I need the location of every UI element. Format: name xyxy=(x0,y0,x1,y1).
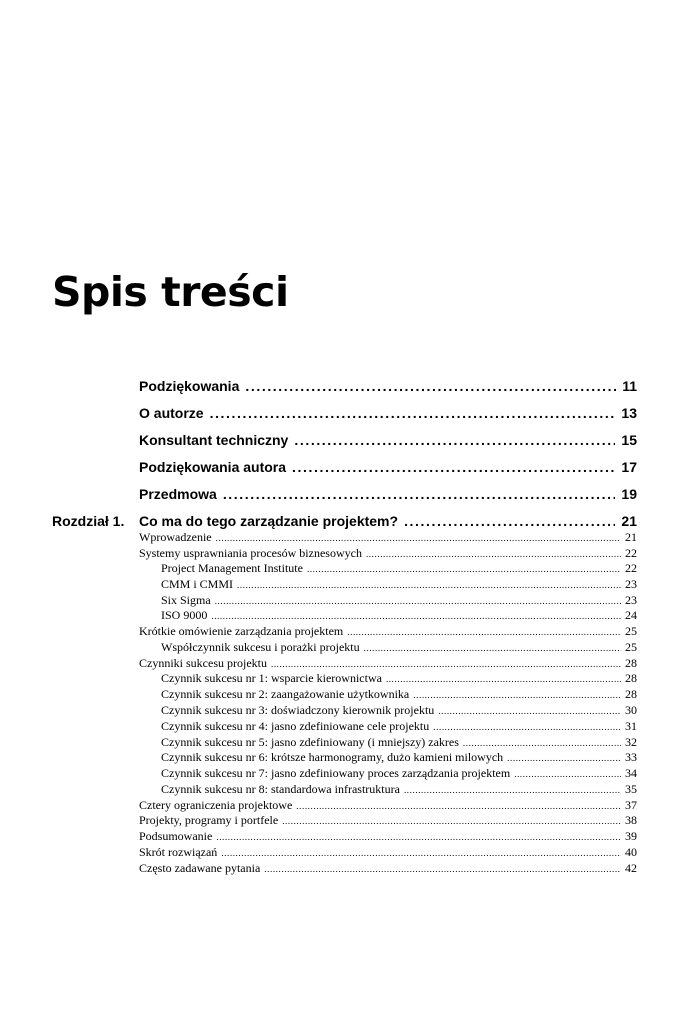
toc-subentry-label: Współczynnik sukcesu i porażki projektu xyxy=(161,640,360,654)
toc-entry-about-author[interactable] xyxy=(139,405,637,425)
dot-leader xyxy=(223,486,616,502)
toc-subentry[interactable] xyxy=(139,530,637,545)
dot-leader xyxy=(366,549,621,559)
toc-subentry[interactable] xyxy=(161,640,637,655)
toc-page-number: 11 xyxy=(622,378,637,394)
dot-leader xyxy=(404,785,621,795)
toc-page-number: 25 xyxy=(625,640,637,654)
dot-leader xyxy=(282,816,621,826)
toc-subentry-label: Wprowadzenie xyxy=(139,530,212,544)
toc-subentry-label: Cztery ograniczenia projektowe xyxy=(139,798,293,812)
toc-entry-label: Podziękowania autora xyxy=(139,459,287,475)
toc-entry-label: Podziękowania xyxy=(139,378,240,394)
dot-leader xyxy=(210,405,616,421)
toc-page-number: 35 xyxy=(625,782,637,796)
toc-page-number: 24 xyxy=(625,608,637,622)
toc-page-number: 25 xyxy=(625,624,637,638)
toc-subentry-label: Czynnik sukcesu nr 4: jasno zdefiniowane cele projektu xyxy=(161,719,430,733)
dot-leader xyxy=(364,643,621,653)
page-title: Spis treści xyxy=(52,268,289,316)
chapter-number: Rozdział 1. xyxy=(52,513,125,529)
dot-leader xyxy=(215,596,621,606)
toc-subentry[interactable] xyxy=(139,829,637,844)
toc-subentry-label: Systemy usprawniania procesów biznesowych xyxy=(139,546,362,560)
toc-subentry-label: CMM i CMMI xyxy=(161,577,234,591)
dot-leader xyxy=(292,459,615,475)
toc-subentry-label: Czynnik sukcesu nr 7: jasno zdefiniowany proces zarządzania projektem xyxy=(161,766,511,780)
toc-subentry-label: Czynnik sukcesu nr 3: doświadczony kierownik projektu xyxy=(161,703,435,717)
toc-page-number: 38 xyxy=(625,813,637,827)
toc-subentry[interactable] xyxy=(139,798,637,813)
dot-leader xyxy=(245,378,616,394)
toc-subentry-label: Czynnik sukcesu nr 5: jasno zdefiniowany (i mniejszy) zakres xyxy=(161,735,459,749)
dot-leader xyxy=(514,769,621,779)
toc-subentry[interactable] xyxy=(161,561,637,576)
dot-leader xyxy=(216,832,621,842)
dot-leader xyxy=(216,533,621,543)
toc-subentry[interactable] xyxy=(161,750,637,765)
toc-page-number: 31 xyxy=(625,719,637,733)
toc-entry-author-acknowledgements[interactable] xyxy=(139,459,637,479)
toc-page-number: 32 xyxy=(625,735,637,749)
toc-entry-label: Przedmowa xyxy=(139,486,217,502)
toc-page-number: 28 xyxy=(625,671,637,685)
toc-subentry[interactable] xyxy=(161,719,637,734)
toc-subentry[interactable] xyxy=(139,861,637,876)
toc-page-number: 21 xyxy=(625,530,637,544)
toc-subentry[interactable] xyxy=(139,656,637,671)
dot-leader xyxy=(347,627,621,637)
toc-page-number: 23 xyxy=(625,593,637,607)
dot-leader xyxy=(433,722,621,732)
toc-page-number: 40 xyxy=(625,845,637,859)
dot-leader xyxy=(507,753,621,763)
toc-page-number: 34 xyxy=(625,766,637,780)
toc-subentry[interactable] xyxy=(139,546,637,561)
toc-subentry[interactable] xyxy=(161,766,637,781)
toc-page-number: 17 xyxy=(621,459,637,475)
toc-subentry[interactable] xyxy=(161,593,637,608)
toc-subentry-label: Project Management Institute xyxy=(161,561,303,575)
toc-subentry[interactable] xyxy=(161,687,637,702)
dot-leader xyxy=(386,674,621,684)
toc-page-number: 30 xyxy=(625,703,637,717)
toc-subentry[interactable] xyxy=(139,845,637,860)
toc-subentry[interactable] xyxy=(139,813,637,828)
toc-page-number: 13 xyxy=(621,405,637,421)
dot-leader xyxy=(296,801,621,811)
toc-page-number: 22 xyxy=(625,546,637,560)
dot-leader xyxy=(221,848,621,858)
toc-page-number: 42 xyxy=(625,861,637,875)
toc-subentry-label: Krótkie omówienie zarządzania projektem xyxy=(139,624,344,638)
toc-subentry-label: Skrót rozwiązań xyxy=(139,845,218,859)
dot-leader xyxy=(307,564,621,574)
toc-subentry[interactable] xyxy=(161,671,637,686)
dot-leader xyxy=(211,611,621,621)
dot-leader xyxy=(463,738,621,748)
dot-leader xyxy=(404,513,615,529)
toc-page-number: 28 xyxy=(625,687,637,701)
toc-page-number: 39 xyxy=(625,829,637,843)
toc-subentry-label: Six Sigma xyxy=(161,593,211,607)
toc-subentry-label: Czynnik sukcesu nr 2: zaangażowanie użytkownika xyxy=(161,687,410,701)
toc-subentry[interactable] xyxy=(161,703,637,718)
toc-subentry-label: Czynnik sukcesu nr 8: standardowa infrastruktura xyxy=(161,782,400,796)
toc-subentry-label: Czynnik sukcesu nr 6: krótsze harmonogramy, dużo kamieni milowych xyxy=(161,750,504,764)
toc-subentry[interactable] xyxy=(161,577,637,592)
toc-subentry-label: Czynnik sukcesu nr 1: wsparcie kierownictwa xyxy=(161,671,382,685)
toc-page-number: 23 xyxy=(625,577,637,591)
toc-subentry-label: ISO 9000 xyxy=(161,608,208,622)
toc-subentry[interactable] xyxy=(139,624,637,639)
toc-subentry-label: Projekty, programy i portfele xyxy=(139,813,279,827)
toc-subentry[interactable] xyxy=(161,735,637,750)
toc-entry-technical-consultant[interactable] xyxy=(139,432,637,452)
toc-page-number: 15 xyxy=(621,432,637,448)
dot-leader xyxy=(271,659,621,669)
chapter-title: Co ma do tego zarządzanie projektem? xyxy=(139,513,399,529)
toc-page-number: 22 xyxy=(625,561,637,575)
dot-leader xyxy=(264,864,621,874)
toc-subentry-label: Podsumowanie xyxy=(139,829,213,843)
toc-entry-label: O autorze xyxy=(139,405,204,421)
toc-subentry-label: Często zadawane pytania xyxy=(139,861,261,875)
dot-leader xyxy=(413,690,621,700)
toc-subentry[interactable] xyxy=(161,782,637,797)
dot-leader xyxy=(294,432,615,448)
dot-leader xyxy=(438,706,621,716)
dot-leader xyxy=(237,580,621,590)
toc-page-number: 21 xyxy=(621,513,637,529)
toc-page-number: 37 xyxy=(625,798,637,812)
toc-entry-label: Konsultant techniczny xyxy=(139,432,289,448)
toc-entry-preface[interactable] xyxy=(139,486,637,506)
toc-subentry-label: Czynniki sukcesu projektu xyxy=(139,656,267,670)
toc-page-number: 33 xyxy=(625,750,637,764)
toc-entry-acknowledgements[interactable] xyxy=(139,378,637,398)
toc-page-number: 28 xyxy=(625,656,637,670)
toc-page-number: 19 xyxy=(621,486,637,502)
toc-subentry[interactable] xyxy=(161,608,637,623)
